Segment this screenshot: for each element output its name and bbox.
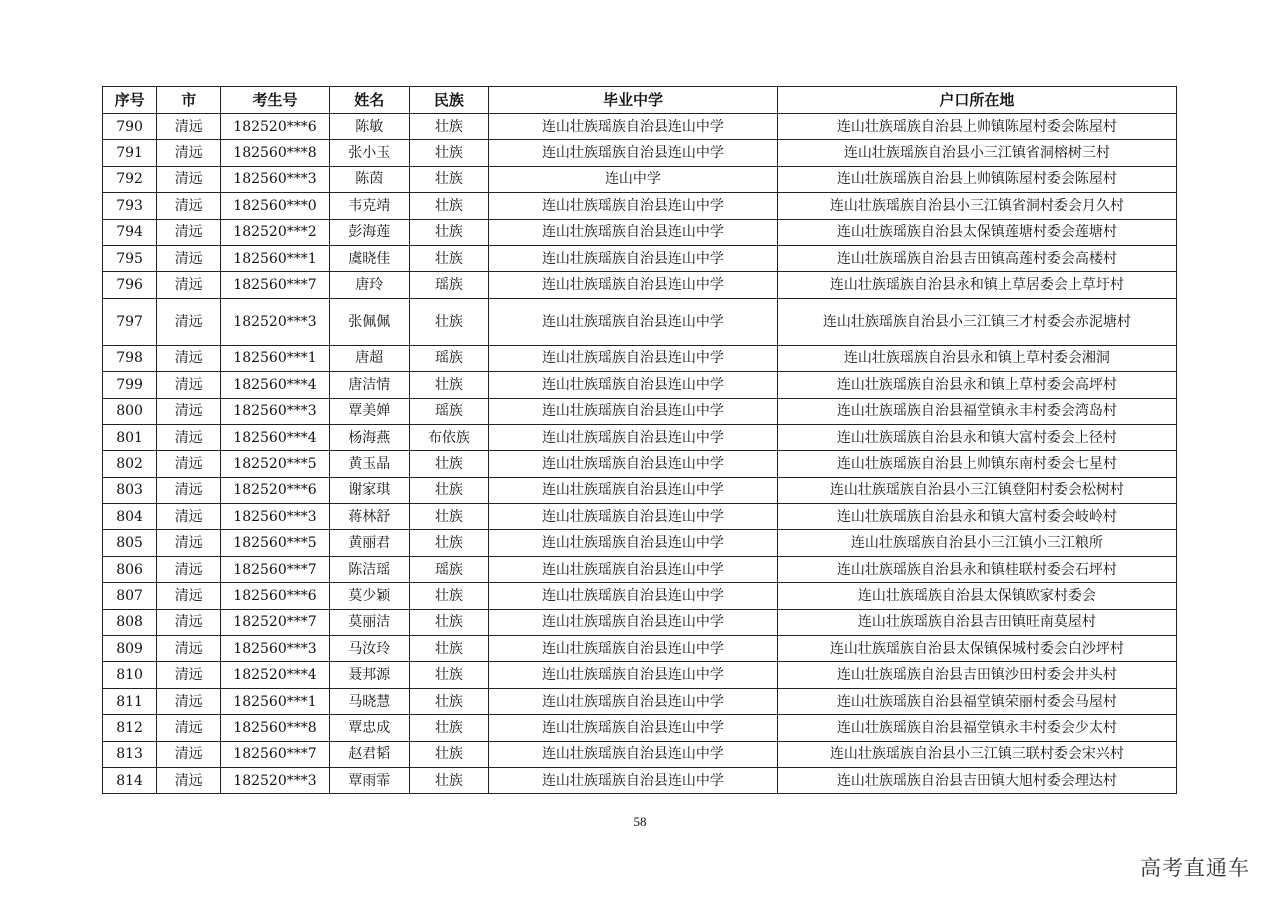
- cell-residence: 连山壮族瑶族自治县太保镇保城村委会白沙坪村: [777, 636, 1176, 662]
- table-row: [103, 245, 1177, 271]
- cell-residence: 连山壮族瑶族自治县永和镇上草居委会上草圩村: [777, 272, 1176, 298]
- cell-school: 连山壮族瑶族自治县连山中学: [489, 556, 778, 582]
- cell-city: 清远: [157, 688, 221, 714]
- table-row: [103, 530, 1177, 556]
- cell-seq: 790: [103, 114, 157, 140]
- cell-seq: 795: [103, 245, 157, 271]
- cell-school: 连山壮族瑶族自治县连山中学: [489, 219, 778, 245]
- cell-residence: 连山壮族瑶族自治县小三江镇三才村委会赤泥塘村: [777, 298, 1176, 345]
- table-row: [103, 114, 1177, 140]
- cell-exam-no: 182560***1: [221, 688, 329, 714]
- cell-ethnicity: 壮族: [409, 219, 488, 245]
- header-city: 市: [157, 87, 221, 114]
- cell-name: 韦克靖: [329, 193, 409, 219]
- cell-name: 聂邦源: [329, 662, 409, 688]
- header-residence: 户口所在地: [777, 87, 1176, 114]
- cell-name: 唐超: [329, 345, 409, 371]
- cell-exam-no: 182560***3: [221, 398, 329, 424]
- cell-school: 连山壮族瑶族自治县连山中学: [489, 272, 778, 298]
- cell-exam-no: 182520***6: [221, 477, 329, 503]
- table-row: [103, 688, 1177, 714]
- cell-seq: 800: [103, 398, 157, 424]
- cell-school: 连山壮族瑶族自治县连山中学: [489, 477, 778, 503]
- cell-seq: 797: [103, 298, 157, 345]
- cell-ethnicity: 布依族: [409, 424, 488, 450]
- cell-seq: 794: [103, 219, 157, 245]
- cell-school: 连山壮族瑶族自治县连山中学: [489, 114, 778, 140]
- cell-school: 连山壮族瑶族自治县连山中学: [489, 245, 778, 271]
- cell-name: 覃忠成: [329, 715, 409, 741]
- cell-school: 连山壮族瑶族自治县连山中学: [489, 530, 778, 556]
- cell-residence: 连山壮族瑶族自治县上帅镇陈屋村委会陈屋村: [777, 166, 1176, 192]
- cell-exam-no: 182520***3: [221, 298, 329, 345]
- cell-residence: 连山壮族瑶族自治县小三江镇省洞村委会月久村: [777, 193, 1176, 219]
- cell-residence: 连山壮族瑶族自治县永和镇大富村委会上径村: [777, 424, 1176, 450]
- cell-ethnicity: 壮族: [409, 193, 488, 219]
- cell-school: 连山壮族瑶族自治县连山中学: [489, 767, 778, 793]
- cell-residence: 连山壮族瑶族自治县吉田镇大旭村委会理达村: [777, 767, 1176, 793]
- cell-ethnicity: 壮族: [409, 741, 488, 767]
- table-row: [103, 398, 1177, 424]
- table-row: [103, 424, 1177, 450]
- cell-residence: 连山壮族瑶族自治县永和镇大富村委会岐岭村: [777, 504, 1176, 530]
- cell-exam-no: 182560***1: [221, 245, 329, 271]
- header-school: 毕业中学: [489, 87, 778, 114]
- cell-exam-no: 182560***1: [221, 345, 329, 371]
- header-seq: 序号: [103, 87, 157, 114]
- cell-exam-no: 182520***3: [221, 767, 329, 793]
- cell-ethnicity: 壮族: [409, 609, 488, 635]
- cell-seq: 808: [103, 609, 157, 635]
- header-row: [103, 87, 1177, 114]
- table-row: [103, 193, 1177, 219]
- cell-ethnicity: 壮族: [409, 140, 488, 166]
- cell-school: 连山壮族瑶族自治县连山中学: [489, 715, 778, 741]
- cell-city: 清远: [157, 767, 221, 793]
- table-row: [103, 741, 1177, 767]
- cell-seq: 806: [103, 556, 157, 582]
- header-ethnicity: 民族: [409, 87, 488, 114]
- cell-school: 连山壮族瑶族自治县连山中学: [489, 345, 778, 371]
- cell-exam-no: 182520***4: [221, 662, 329, 688]
- cell-ethnicity: 瑶族: [409, 556, 488, 582]
- cell-school: 连山壮族瑶族自治县连山中学: [489, 504, 778, 530]
- cell-city: 清远: [157, 140, 221, 166]
- cell-city: 清远: [157, 166, 221, 192]
- cell-seq: 807: [103, 583, 157, 609]
- cell-ethnicity: 壮族: [409, 166, 488, 192]
- cell-seq: 805: [103, 530, 157, 556]
- cell-city: 清远: [157, 556, 221, 582]
- cell-name: 杨海燕: [329, 424, 409, 450]
- cell-residence: 连山壮族瑶族自治县福堂镇荣丽村委会马屋村: [777, 688, 1176, 714]
- cell-ethnicity: 壮族: [409, 298, 488, 345]
- cell-exam-no: 182560***7: [221, 741, 329, 767]
- cell-seq: 802: [103, 451, 157, 477]
- cell-city: 清远: [157, 219, 221, 245]
- cell-ethnicity: 壮族: [409, 477, 488, 503]
- cell-residence: 连山壮族瑶族自治县太保镇莲塘村委会莲塘村: [777, 219, 1176, 245]
- cell-ethnicity: 壮族: [409, 504, 488, 530]
- cell-name: 马晓慧: [329, 688, 409, 714]
- cell-seq: 810: [103, 662, 157, 688]
- cell-seq: 801: [103, 424, 157, 450]
- cell-city: 清远: [157, 636, 221, 662]
- cell-name: 虞晓佳: [329, 245, 409, 271]
- cell-school: 连山壮族瑶族自治县连山中学: [489, 424, 778, 450]
- cell-name: 张小玉: [329, 140, 409, 166]
- cell-residence: 连山壮族瑶族自治县永和镇桂联村委会石坪村: [777, 556, 1176, 582]
- cell-ethnicity: 壮族: [409, 767, 488, 793]
- cell-residence: 连山壮族瑶族自治县福堂镇永丰村委会少太村: [777, 715, 1176, 741]
- table-row: [103, 767, 1177, 793]
- cell-ethnicity: 壮族: [409, 662, 488, 688]
- cell-city: 清远: [157, 245, 221, 271]
- cell-residence: 连山壮族瑶族自治县吉田镇沙田村委会井头村: [777, 662, 1176, 688]
- header-name: 姓名: [329, 87, 409, 114]
- cell-name: 黄玉晶: [329, 451, 409, 477]
- cell-seq: 814: [103, 767, 157, 793]
- cell-name: 张佩佩: [329, 298, 409, 345]
- cell-city: 清远: [157, 372, 221, 398]
- table-body: [103, 114, 1177, 794]
- cell-school: 连山壮族瑶族自治县连山中学: [489, 298, 778, 345]
- cell-residence: 连山壮族瑶族自治县永和镇上草村委会湘洞: [777, 345, 1176, 371]
- cell-school: 连山壮族瑶族自治县连山中学: [489, 451, 778, 477]
- cell-residence: 连山壮族瑶族自治县小三江镇登阳村委会松树村: [777, 477, 1176, 503]
- table-row: [103, 662, 1177, 688]
- watermark: 高考直通车: [1140, 856, 1250, 880]
- cell-city: 清远: [157, 451, 221, 477]
- cell-exam-no: 182560***6: [221, 583, 329, 609]
- cell-exam-no: 182560***3: [221, 636, 329, 662]
- cell-residence: 连山壮族瑶族自治县小三江镇省洞榕树三村: [777, 140, 1176, 166]
- cell-ethnicity: 瑶族: [409, 272, 488, 298]
- cell-seq: 799: [103, 372, 157, 398]
- cell-ethnicity: 瑶族: [409, 398, 488, 424]
- cell-exam-no: 182560***3: [221, 504, 329, 530]
- cell-name: 陈敏: [329, 114, 409, 140]
- cell-name: 彭海莲: [329, 219, 409, 245]
- cell-residence: 连山壮族瑶族自治县小三江镇小三江粮所: [777, 530, 1176, 556]
- table-row: [103, 345, 1177, 371]
- cell-ethnicity: 瑶族: [409, 345, 488, 371]
- table-row: [103, 219, 1177, 245]
- cell-residence: 连山壮族瑶族自治县上帅镇东南村委会七星村: [777, 451, 1176, 477]
- table-row: [103, 636, 1177, 662]
- cell-seq: 793: [103, 193, 157, 219]
- cell-seq: 804: [103, 504, 157, 530]
- table-row: [103, 609, 1177, 635]
- cell-residence: 连山壮族瑶族自治县小三江镇三联村委会宋兴村: [777, 741, 1176, 767]
- cell-exam-no: 182520***2: [221, 219, 329, 245]
- cell-name: 马汝玲: [329, 636, 409, 662]
- cell-name: 蒋林舒: [329, 504, 409, 530]
- cell-city: 清远: [157, 398, 221, 424]
- cell-city: 清远: [157, 193, 221, 219]
- table-row: [103, 272, 1177, 298]
- table-row: [103, 451, 1177, 477]
- cell-name: 覃美婵: [329, 398, 409, 424]
- table-row: [103, 583, 1177, 609]
- cell-name: 莫少颖: [329, 583, 409, 609]
- cell-seq: 812: [103, 715, 157, 741]
- cell-city: 清远: [157, 504, 221, 530]
- cell-school: 连山壮族瑶族自治县连山中学: [489, 398, 778, 424]
- cell-city: 清远: [157, 114, 221, 140]
- cell-ethnicity: 壮族: [409, 688, 488, 714]
- cell-seq: 796: [103, 272, 157, 298]
- table-row: [103, 556, 1177, 582]
- page-number: 58: [633, 814, 647, 829]
- cell-ethnicity: 壮族: [409, 114, 488, 140]
- cell-ethnicity: 壮族: [409, 530, 488, 556]
- cell-residence: 连山壮族瑶族自治县吉田镇高莲村委会高楼村: [777, 245, 1176, 271]
- cell-school: 连山壮族瑶族自治县连山中学: [489, 609, 778, 635]
- cell-residence: 连山壮族瑶族自治县福堂镇永丰村委会湾岛村: [777, 398, 1176, 424]
- cell-city: 清远: [157, 609, 221, 635]
- cell-name: 莫丽洁: [329, 609, 409, 635]
- cell-city: 清远: [157, 424, 221, 450]
- cell-exam-no: 182560***3: [221, 166, 329, 192]
- cell-exam-no: 182560***4: [221, 424, 329, 450]
- cell-city: 清远: [157, 345, 221, 371]
- cell-city: 清远: [157, 583, 221, 609]
- cell-residence: 连山壮族瑶族自治县太保镇欧家村委会: [777, 583, 1176, 609]
- cell-seq: 792: [103, 166, 157, 192]
- cell-exam-no: 182520***6: [221, 114, 329, 140]
- cell-exam-no: 182560***8: [221, 715, 329, 741]
- cell-exam-no: 182520***5: [221, 451, 329, 477]
- table-row: [103, 298, 1177, 345]
- cell-city: 清远: [157, 477, 221, 503]
- cell-city: 清远: [157, 530, 221, 556]
- cell-city: 清远: [157, 662, 221, 688]
- cell-name: 覃雨霏: [329, 767, 409, 793]
- table-header: [103, 87, 1177, 114]
- cell-ethnicity: 壮族: [409, 245, 488, 271]
- cell-exam-no: 182560***4: [221, 372, 329, 398]
- cell-ethnicity: 壮族: [409, 372, 488, 398]
- cell-school: 连山壮族瑶族自治县连山中学: [489, 193, 778, 219]
- cell-ethnicity: 壮族: [409, 636, 488, 662]
- cell-school: 连山壮族瑶族自治县连山中学: [489, 583, 778, 609]
- cell-exam-no: 182560***5: [221, 530, 329, 556]
- table-row: [103, 504, 1177, 530]
- cell-school: 连山壮族瑶族自治县连山中学: [489, 662, 778, 688]
- cell-school: 连山壮族瑶族自治县连山中学: [489, 741, 778, 767]
- cell-exam-no: 182560***7: [221, 272, 329, 298]
- cell-name: 唐玲: [329, 272, 409, 298]
- cell-seq: 809: [103, 636, 157, 662]
- cell-ethnicity: 壮族: [409, 451, 488, 477]
- cell-seq: 811: [103, 688, 157, 714]
- cell-ethnicity: 壮族: [409, 715, 488, 741]
- table-row: [103, 140, 1177, 166]
- cell-name: 唐洁情: [329, 372, 409, 398]
- cell-school: 连山壮族瑶族自治县连山中学: [489, 140, 778, 166]
- cell-school: 连山中学: [489, 166, 778, 192]
- cell-name: 谢家琪: [329, 477, 409, 503]
- cell-residence: 连山壮族瑶族自治县吉田镇旺南莫屋村: [777, 609, 1176, 635]
- cell-city: 清远: [157, 741, 221, 767]
- cell-name: 陈洁瑶: [329, 556, 409, 582]
- cell-city: 清远: [157, 298, 221, 345]
- cell-exam-no: 182560***0: [221, 193, 329, 219]
- cell-school: 连山壮族瑶族自治县连山中学: [489, 372, 778, 398]
- cell-school: 连山壮族瑶族自治县连山中学: [489, 688, 778, 714]
- cell-residence: 连山壮族瑶族自治县永和镇上草村委会高坪村: [777, 372, 1176, 398]
- header-exam-no: 考生号: [221, 87, 329, 114]
- cell-city: 清远: [157, 715, 221, 741]
- cell-exam-no: 182560***8: [221, 140, 329, 166]
- cell-ethnicity: 壮族: [409, 583, 488, 609]
- cell-seq: 813: [103, 741, 157, 767]
- admission-list-table: [102, 86, 1177, 794]
- cell-name: 陈茵: [329, 166, 409, 192]
- table-row: [103, 372, 1177, 398]
- table-row: [103, 715, 1177, 741]
- table-row: [103, 166, 1177, 192]
- cell-name: 黄丽君: [329, 530, 409, 556]
- cell-seq: 803: [103, 477, 157, 503]
- cell-name: 赵君韬: [329, 741, 409, 767]
- cell-residence: 连山壮族瑶族自治县上帅镇陈屋村委会陈屋村: [777, 114, 1176, 140]
- cell-city: 清远: [157, 272, 221, 298]
- cell-exam-no: 182560***7: [221, 556, 329, 582]
- cell-seq: 798: [103, 345, 157, 371]
- cell-school: 连山壮族瑶族自治县连山中学: [489, 636, 778, 662]
- table-row: [103, 477, 1177, 503]
- cell-seq: 791: [103, 140, 157, 166]
- cell-exam-no: 182520***7: [221, 609, 329, 635]
